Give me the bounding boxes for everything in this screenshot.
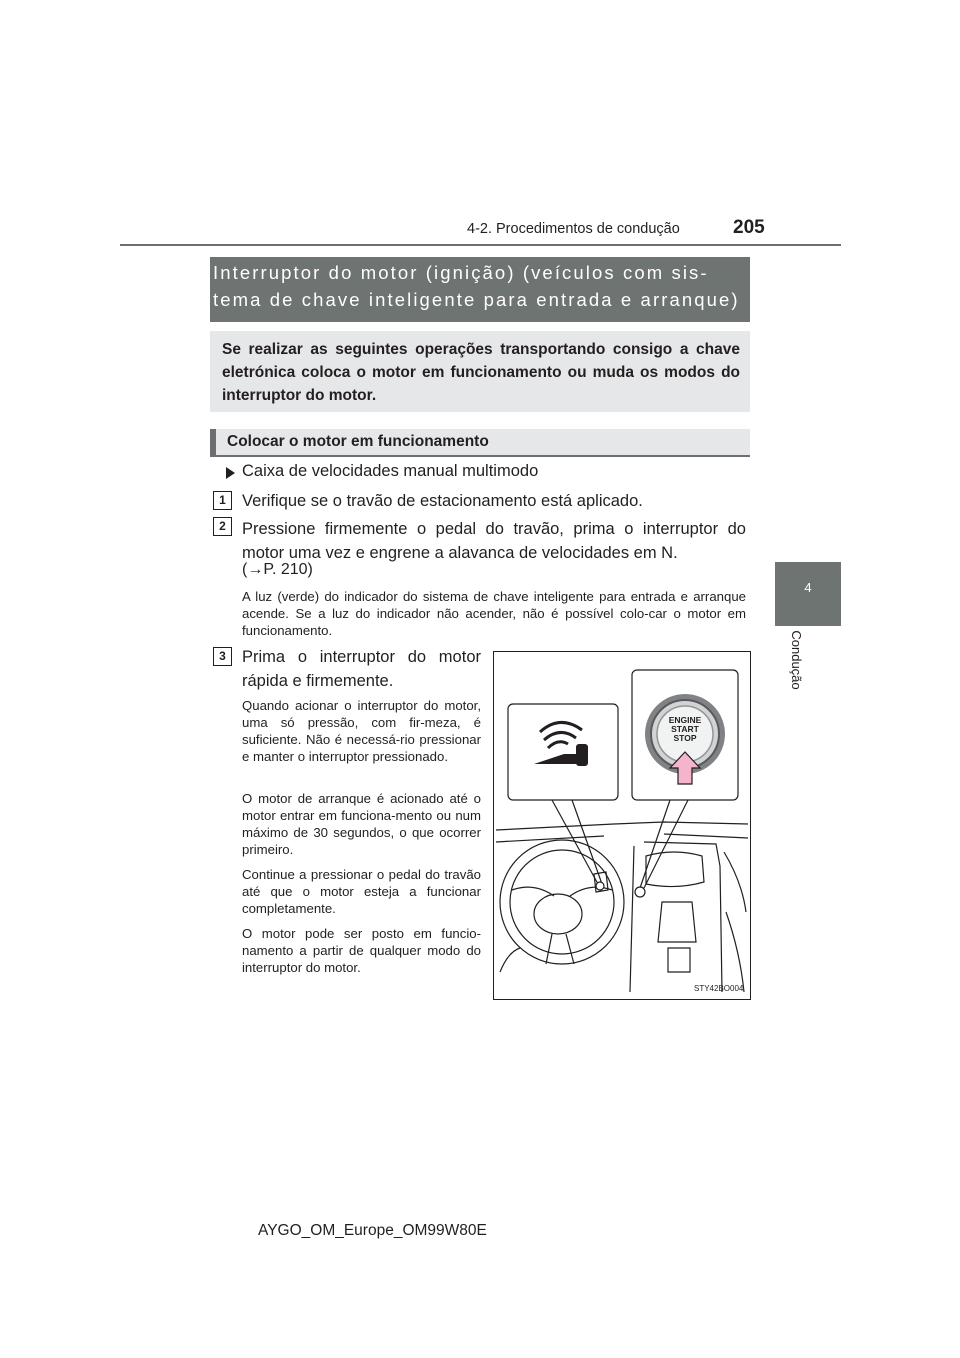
- button-text-stop: STOP: [673, 733, 697, 743]
- step-2-note: A luz (verde) do indicador do sistema de chave inteligente para entrada e arranque acende. Se a luz do indicador não acender, não é possível colo-car o motor em funcionamento.: [242, 589, 746, 638]
- step-3-badge: 3: [213, 647, 232, 666]
- button-text-engine: ENGINE: [668, 715, 702, 725]
- step-2-reference: (→P. 210): [242, 561, 313, 578]
- illustration-drawing: [494, 652, 750, 999]
- bullet-arrow-icon: [226, 467, 235, 479]
- step-3-note-2: O motor de arranque é acionado até o motor entrar em funciona-mento ou num máximo de 30 segundos, o que ocorrer primeiro.: [242, 791, 481, 857]
- step-1-text: Verifique se o travão de estacionamento está aplicado.: [242, 492, 643, 510]
- section-header: 4-2. Procedimentos de condução: [467, 221, 680, 237]
- chapter-label: Condução: [789, 630, 804, 690]
- step-2-text: Pressione firmemente o pedal do travão, prima o interruptor do motor uma vez e engrene a alavanca de velocidades em N.: [242, 520, 746, 562]
- button-text-start: START: [671, 724, 699, 734]
- title-line-2: tema de chave inteligente para entrada e arranque): [213, 289, 740, 310]
- engine-switch-illustration: [493, 651, 751, 1000]
- footer-doc-id: AYGO_OM_Europe_OM99W80E: [258, 1222, 487, 1239]
- step-3-note-1: Quando acionar o interruptor do motor, uma só pressão, com fir-meza, é suficiente. Não é necessá-rio pressionar e manter o interruptor pressionado.: [242, 698, 481, 764]
- header-rule: [120, 244, 841, 246]
- subheading: Colocar o motor em funcionamento: [227, 433, 489, 450]
- step-1-badge: 1: [213, 491, 232, 510]
- step-3-text: Prima o interruptor do motor rápida e firmemente.: [242, 648, 481, 690]
- illustration-code: STY42BO004: [694, 984, 744, 993]
- transmission-label: Caixa de velocidades manual multimodo: [242, 462, 539, 480]
- step-3-note-3: Continue a pressionar o pedal do travão até que o motor esteja a funcionar completamente.: [242, 867, 481, 916]
- chapter-number: 4: [804, 580, 812, 595]
- step-2-badge: 2: [213, 517, 232, 536]
- intro-text: Se realizar as seguintes operações transportando consigo a chave eletrónica coloca o motor em funcionamento ou muda os modos do interruptor do motor.: [222, 341, 740, 404]
- page-number: 205: [733, 217, 765, 238]
- step-3-note-4: O motor pode ser posto em funcio-namento a partir de qualquer modo do interruptor do motor.: [242, 926, 481, 975]
- title-line-1: Interruptor do motor (ignição) (veículos com sis-: [213, 262, 709, 283]
- reference-page: P. 210: [263, 561, 308, 578]
- subheading-accent: [210, 429, 216, 457]
- reference-arrow-icon: →: [247, 561, 264, 578]
